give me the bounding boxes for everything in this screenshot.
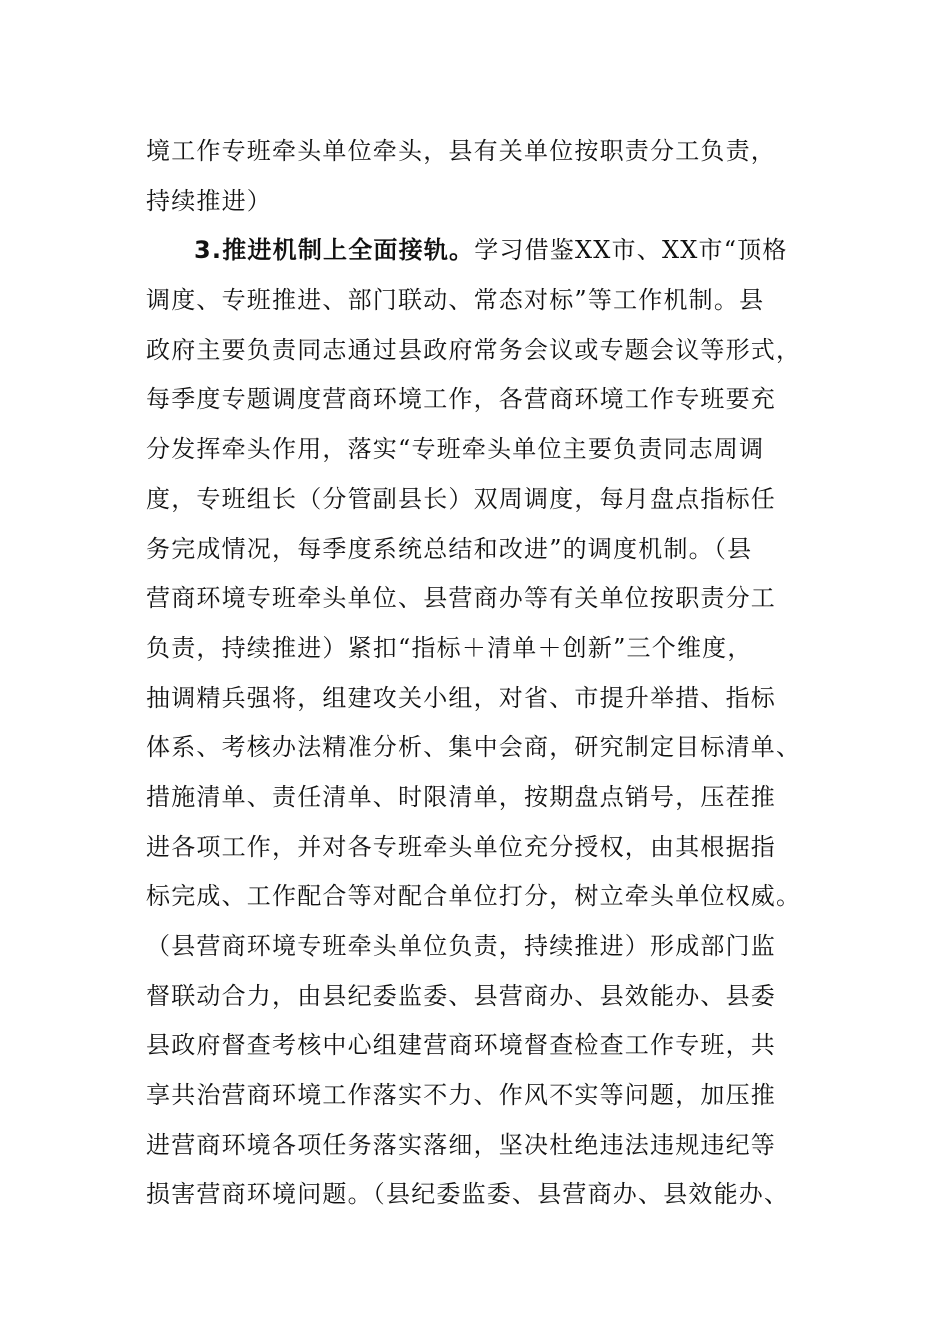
- text-line-22: 损害营商环境问题。（县纪委监委、县营商办、县效能办、: [146, 1180, 790, 1209]
- text-line-21: 进营商环境各项任务落实落细，坚决杜绝违法违规违纪等: [146, 1130, 776, 1159]
- text-line-19: 县政府督查考核中心组建营商环境督查检查工作专班，共: [146, 1031, 776, 1060]
- text-line-7: 分发挥牵头作用，落实“专班牵头单位主要负责同志周调: [146, 435, 765, 464]
- text-line-4: 调度、专班推进、部门联动、常态对标”等工作机制。县: [146, 286, 765, 315]
- text-line-20: 享共治营商环境工作落实不力、作风不实等问题，加压推: [146, 1081, 776, 1110]
- text-line-18: 督联动合力，由县纪委监委、县营商办、县效能办、县委: [146, 981, 776, 1010]
- text-line-9: 务完成情况，每季度系统总结和改进”的调度机制。（县: [146, 534, 753, 563]
- text-line-2: 持续推进）: [146, 186, 272, 215]
- text-line-14: 措施清单、责任清单、时限清单，按期盘点销号，压茬推: [146, 782, 776, 811]
- section-heading-rest: 学习借鉴XX市、XX市“顶格: [474, 236, 788, 265]
- section-heading: 3.推进机制上全面接轨。: [194, 236, 475, 265]
- text-line-12: 抽调精兵强将，组建攻关小组，对省、市提升举措、指标: [146, 683, 776, 712]
- body-text: [146, 127, 811, 1220]
- text-line-13: 体系、考核办法精准分析、集中会商，研究制定目标清单、: [146, 733, 802, 762]
- text-line-1: 境工作专班牵头单位牵头，县有关单位按职责分工负责，: [146, 137, 776, 165]
- section-heading-line: [146, 226, 811, 276]
- text-line-6: 每季度专题调度营商环境工作，各营商环境工作专班要充: [146, 385, 776, 414]
- text-line-10: 营商环境专班牵头单位、县营商办等有关单位按职责分工: [146, 584, 776, 613]
- text-line-8: 度，专班组长（分管副县长）双周调度，每月盘点指标任: [146, 484, 776, 513]
- text-line-17: （县营商环境专班牵头单位负责，持续推进）形成部门监: [146, 932, 776, 960]
- text-line-16: 标完成、工作配合等对配合单位打分，树立牵头单位权威。: [146, 882, 802, 911]
- text-line-11: 负责，持续推进）紧扣“指标＋清单＋创新”三个维度，: [146, 633, 753, 662]
- text-line-5: 政府主要负责同志通过县政府常务会议或专题会议等形式，: [146, 335, 802, 364]
- text-line-15: 进各项工作，并对各专班牵头单位充分授权，由其根据指: [146, 832, 776, 861]
